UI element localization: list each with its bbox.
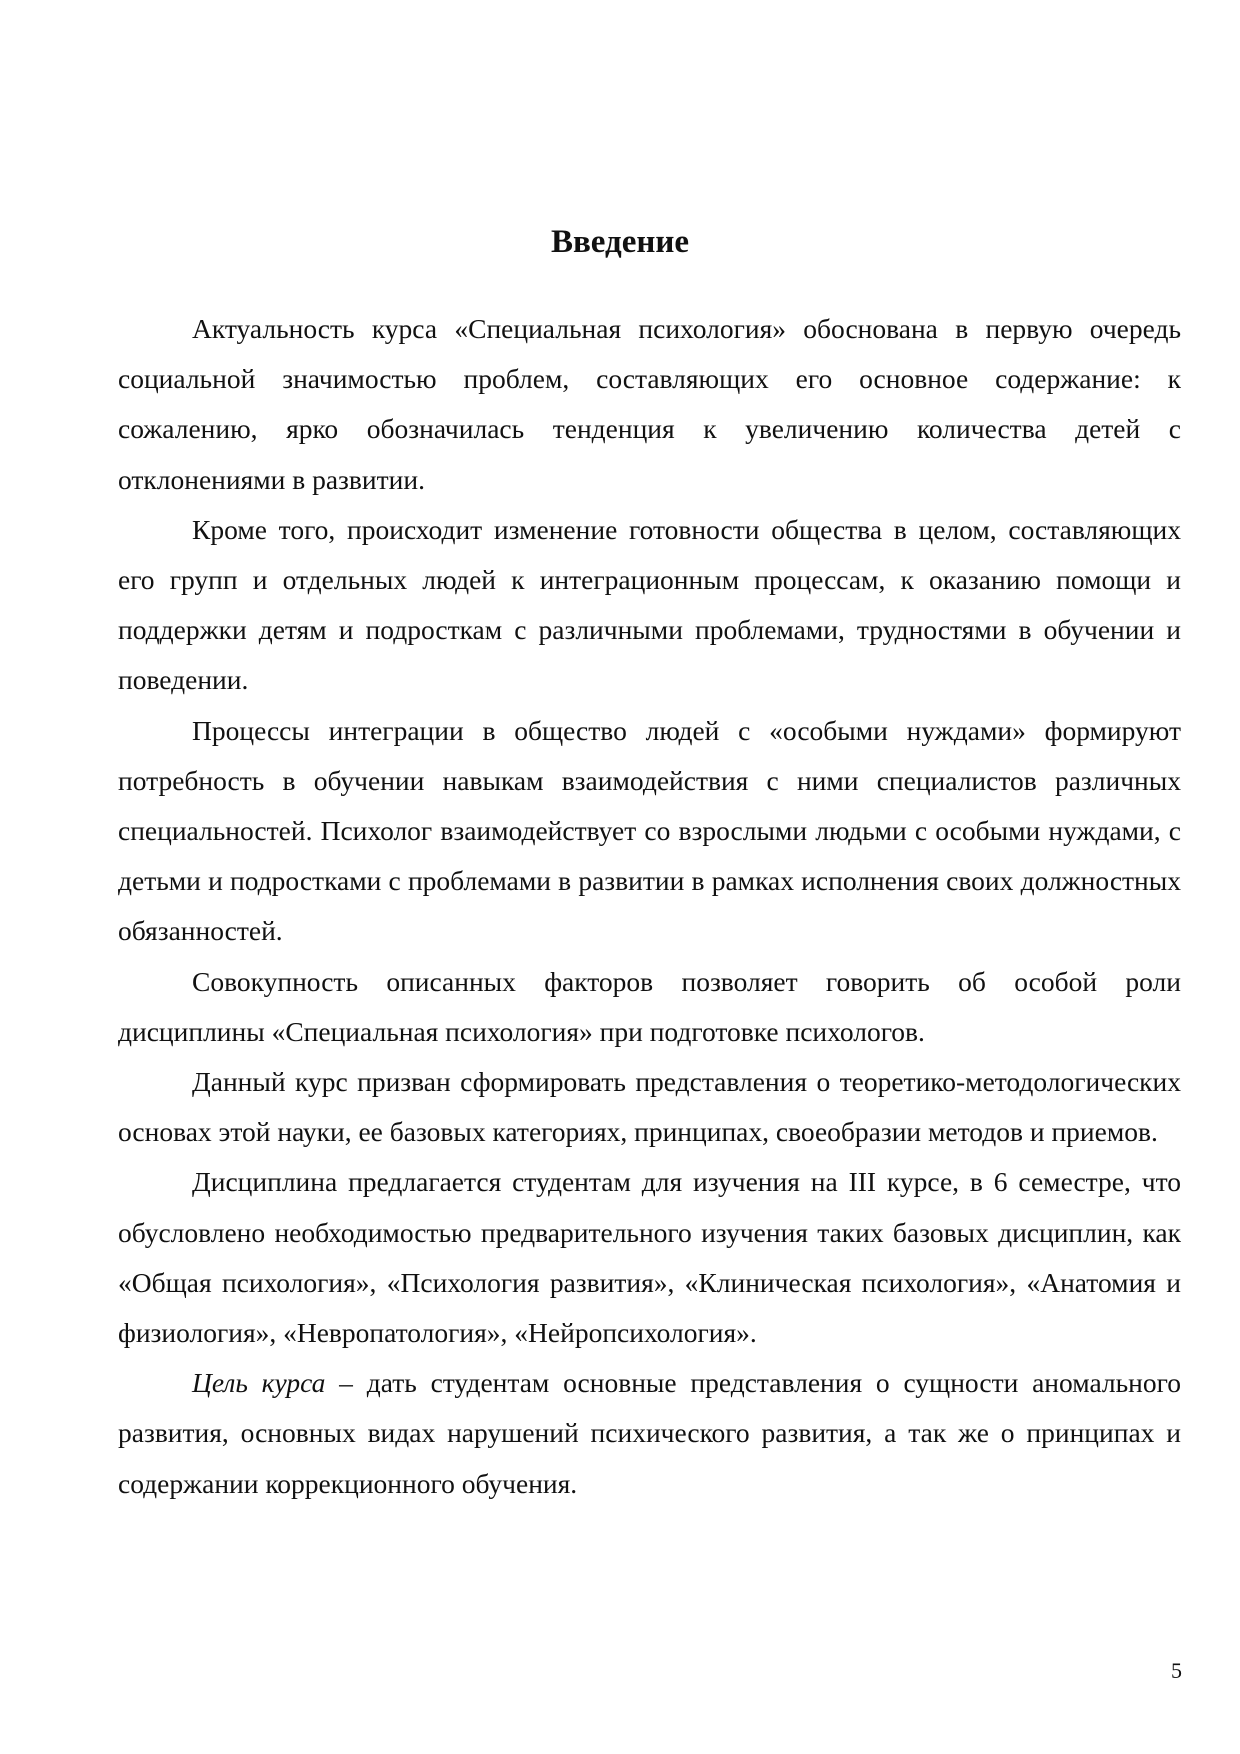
page-title: Введение	[550, 224, 690, 260]
paragraph-3: Процессы интеграции в общество людей с «особыми нуждами» формируют потребность в обучении навыкам взаимодействия с ними специалистов различных специальностей. Психолог взаимодействует со взрослыми людьми с особыми нуждами, с детьми и подростками с проблемами в развитии в рамках исполнения своих должностных обязанностей.	[118, 714, 1181, 947]
paragraph-6: Дисциплина предлагается студентам для изучения на III курсе, в 6 семестре, что обусловлено необходимостью предварительного изучения таких базовых дисциплин, как «Общая психология», «Психология развития», «Клиническая психология», «Анатомия и физиология», «Невропатология», «Нейропсихология».	[118, 1166, 1181, 1349]
page-number: 5	[1171, 1658, 1182, 1683]
paragraph-4: Совокупность описанных факторов позволяет говорить об особой роли дисциплины «Специальная психология» при подготовке психологов.	[118, 965, 1181, 1047]
body-text	[118, 304, 1181, 1509]
course-goal-text: – дать студентам основные представления о сущности аномального развития, основных видах нарушений психического развития, а так же о принципах и содержании коррекционного обучения.	[118, 1367, 1181, 1499]
paragraph-7	[118, 1358, 1181, 1509]
course-goal-label: Цель курса	[192, 1367, 326, 1399]
paragraph-1: Актуальность курса «Специальная психология» обоснована в первую очередь социальной значимостью проблем, составляющих его основное содержание: к сожалению, ярко обозначилась тенденция к увеличению количества детей с отклонениями в развитии.	[118, 313, 1181, 495]
paragraph-5: Данный курс призван сформировать представления о теоретико-методологических основах этой науки, ее базовых категориях, принципах, своеобразии методов и приемов.	[118, 1066, 1181, 1148]
paragraph-2: Кроме того, происходит изменение готовности общества в целом, составляющих его групп и отдельных людей к интеграционным процессам, к оказанию помощи и поддержки детям и подросткам с различными проблемами, трудностями в обучении и поведении.	[118, 513, 1181, 696]
